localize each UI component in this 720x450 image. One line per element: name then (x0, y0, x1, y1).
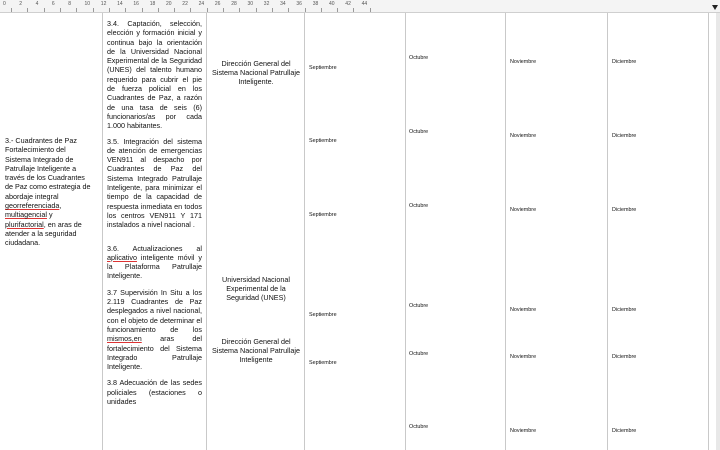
ruler-tick (321, 8, 322, 12)
month-nov: Noviembre (510, 59, 537, 65)
ruler-number: 6 (51, 1, 55, 7)
ruler-tick (190, 8, 191, 12)
ruler-number: 22 (182, 1, 188, 7)
ruler-number: 10 (84, 1, 91, 7)
action-3-5: 3.5. Integración del sistema de atención de emergencias VEN911 al despacho por Cuadrantes de Paz del Sistema Integrado Patrullaje Inteligente, para minimizar el tiempo de la capacidad de respuesta inmediata en todos los centros VEN911 Y 171 instalados a nivel nacional . (107, 136, 202, 230)
month-sep: Septiembre (309, 212, 337, 218)
document-page (0, 13, 716, 450)
column-divider (206, 13, 207, 450)
ruler-tick (272, 8, 273, 12)
column-divider (607, 13, 608, 450)
ruler-number: 18 (149, 1, 156, 7)
responsible-1: Dirección General del Sistema Nacional Patrullaje Inteligente. (212, 59, 300, 86)
ruler-tick (370, 8, 371, 12)
ruler-tick (44, 8, 45, 12)
month-dec: Diciembre (612, 354, 637, 360)
ruler-number: 36 (296, 1, 302, 7)
ruler-tick (353, 8, 354, 12)
ruler-number: 2 (19, 1, 23, 7)
month-oct: Octubre (409, 424, 429, 430)
ruler-number: 26 (214, 1, 221, 7)
month-dec: Diciembre (612, 207, 637, 213)
month-sep: Septiembre (309, 65, 337, 71)
ruler-tick (158, 8, 159, 12)
ruler-tick (125, 8, 126, 12)
ruler-tick (109, 8, 110, 12)
ruler-tick (27, 8, 28, 12)
ruler-tick (223, 8, 224, 12)
month-sep: Septiembre (309, 360, 337, 366)
actions-cell (107, 19, 202, 412)
ruler-tick (60, 8, 61, 12)
ruler-number: 32 (263, 1, 270, 7)
ruler-tick (288, 8, 289, 12)
month-dec: Diciembre (612, 428, 637, 434)
month-nov: Noviembre (510, 133, 537, 139)
month-dec: Diciembre (612, 59, 637, 65)
ruler-number: 0 (3, 1, 6, 7)
month-nov: Noviembre (510, 207, 537, 213)
tab-stop-marker-icon[interactable] (712, 5, 718, 10)
action-3-7: 3.7 Supervisión In Situ a los 2.119 Cuadrantes de Paz desplegados a nivel nacional, con el objeto de determinar el funcionamiento de los mismos,en aras del fortalecimiento del Sistema Integrado Patrullaje Inteligente. (107, 287, 202, 372)
responsible-3: Dirección General del Sistema Nacional Patrullaje Inteligente (212, 337, 300, 364)
month-dec: Diciembre (612, 307, 637, 313)
month-nov: Noviembre (510, 354, 537, 360)
objective-cell: 3.- Cuadrantes de Paz Fortalecimiento del Sistema Integrado de Patrullaje Inteligente a través de los Cuadrantes de Paz como estrategia de abordaje integral georreferenciada, multiagencial y plurifactorial, en aras de atender a la seguridad ciudadana. (5, 136, 91, 248)
ruler-number: 12 (100, 1, 107, 7)
month-dec: Diciembre (612, 133, 637, 139)
ruler-number: 42 (345, 1, 351, 7)
ruler-tick (256, 8, 257, 12)
horizontal-ruler[interactable] (0, 0, 720, 13)
ruler-tick (93, 8, 94, 12)
action-3-4: 3.4. Captación, selección, elección y formación inicial y continua bajo la orientación de la Universidad Nacional Experimental de la Seguridad (UNES) del talento humano requerido para cubrir el pie de fuerza policial en los Cuadrantes de Paz, a razón de una tasa de seis (6) funcionarios/as por cada 1.000 habitantes. (107, 19, 202, 131)
ruler-tick (174, 8, 175, 12)
ruler-number: 4 (35, 1, 39, 7)
month-sep: Septiembre (309, 312, 337, 318)
ruler-tick (76, 8, 77, 12)
ruler-number: 28 (231, 1, 237, 7)
responsible-2: Universidad Nacional Experimental de la Seguridad (UNES) (222, 275, 290, 302)
ruler-number: 20 (166, 1, 172, 7)
ruler-tick (142, 8, 143, 12)
month-sep: Septiembre (309, 138, 337, 144)
column-divider (505, 13, 506, 450)
ruler-number: 44 (361, 1, 368, 7)
month-nov: Noviembre (510, 307, 537, 313)
action-3-6: 3.6. Actualizaciones al aplicativo inteligente móvil y la Plataforma Patrullaje Inteligente. (107, 243, 202, 281)
ruler-number: 8 (68, 1, 71, 7)
ruler-tick (305, 8, 306, 12)
month-nov: Noviembre (510, 428, 537, 434)
month-oct: Octubre (409, 303, 429, 309)
ruler-number: 14 (117, 1, 123, 7)
ruler-tick (337, 8, 338, 12)
month-oct: Octubre (409, 129, 429, 135)
column-divider (102, 13, 103, 450)
ruler-number: 24 (198, 1, 205, 7)
ruler-tick (11, 8, 12, 12)
ruler-tick (207, 8, 208, 12)
action-3-8: 3.8 Adecuación de las sedes policiales (estaciones o unidades (107, 378, 202, 406)
ruler-number: 16 (133, 1, 139, 7)
month-oct: Octubre (409, 55, 429, 61)
month-oct: Octubre (409, 203, 429, 209)
ruler-number: 38 (312, 1, 319, 7)
month-oct: Octubre (409, 351, 429, 357)
column-divider (304, 13, 305, 450)
ruler-tick (239, 8, 240, 12)
ruler-number: 34 (280, 1, 286, 7)
ruler-number: 30 (247, 1, 254, 7)
column-divider (405, 13, 406, 450)
ruler-number: 40 (329, 1, 335, 7)
column-divider (708, 13, 709, 450)
